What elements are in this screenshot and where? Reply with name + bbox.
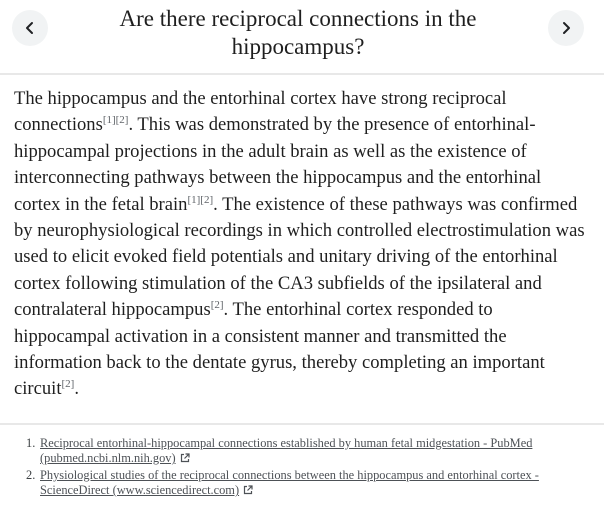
external-link-icon[interactable]	[180, 453, 190, 463]
answer-text: The hippocampus and the entorhinal cortex have strong reciprocal connections	[14, 88, 507, 136]
citation-2[interactable]: [2]	[200, 193, 214, 206]
chevron-right-icon	[559, 21, 573, 35]
answer-text: .	[74, 378, 79, 400]
reference-number: 1.	[26, 436, 36, 450]
citation-2[interactable]: [2]	[115, 114, 129, 127]
page-title: Are there reciprocal connections in the hippocampus?	[119, 6, 477, 59]
header	[0, 0, 604, 74]
chevron-left-icon	[23, 21, 37, 35]
answer-text: . The existence of these pathways was confirmed by neurophysiological recordings in which controlled electrostimulation was used to elicit evoked field potentials and unitary driving of the entorhinal cortex following stimulation of the CA3 subfields of the ipsilateral and contralateral hippocampus	[14, 193, 585, 321]
references-list	[26, 436, 586, 500]
answer-paragraph	[14, 86, 590, 403]
reference-number: 2.	[26, 468, 36, 482]
answer-text: . The entorhinal cortex responded to hippocampal activation in a consistent manner and transmitted the information back to the dentate gyrus, thereby completing an important circuit	[14, 299, 545, 400]
citation-2[interactable]: [2]	[61, 378, 75, 391]
citation-1[interactable]: [1]	[102, 114, 116, 127]
answer-text: . This was demonstrated by the presence of entorhinal-hippocampal projections in the adult brain as well as the existence of interconnecting pathways between the hippocampus and the entorhinal cortex in the fetal brain	[14, 114, 542, 215]
header-divider	[0, 73, 604, 75]
citation-1[interactable]: [1]	[187, 193, 201, 206]
reference-item	[26, 468, 586, 498]
previous-button[interactable]	[12, 10, 48, 46]
next-button[interactable]	[548, 10, 584, 46]
external-link-icon[interactable]	[243, 485, 253, 495]
references-divider	[0, 423, 604, 425]
reference-item	[26, 436, 586, 466]
reference-link[interactable]: Reciprocal entorhinal-hippocampal connections established by human fetal midgestation - PubMed (pubmed.ncbi.nlm.nih.gov)	[40, 436, 533, 465]
citation-2[interactable]: [2]	[210, 299, 224, 312]
reference-link[interactable]: Physiological studies of the reciprocal connections between the hippocampus and entorhinal cortex - ScienceDirect (www.sciencedirect.com)	[40, 468, 539, 497]
